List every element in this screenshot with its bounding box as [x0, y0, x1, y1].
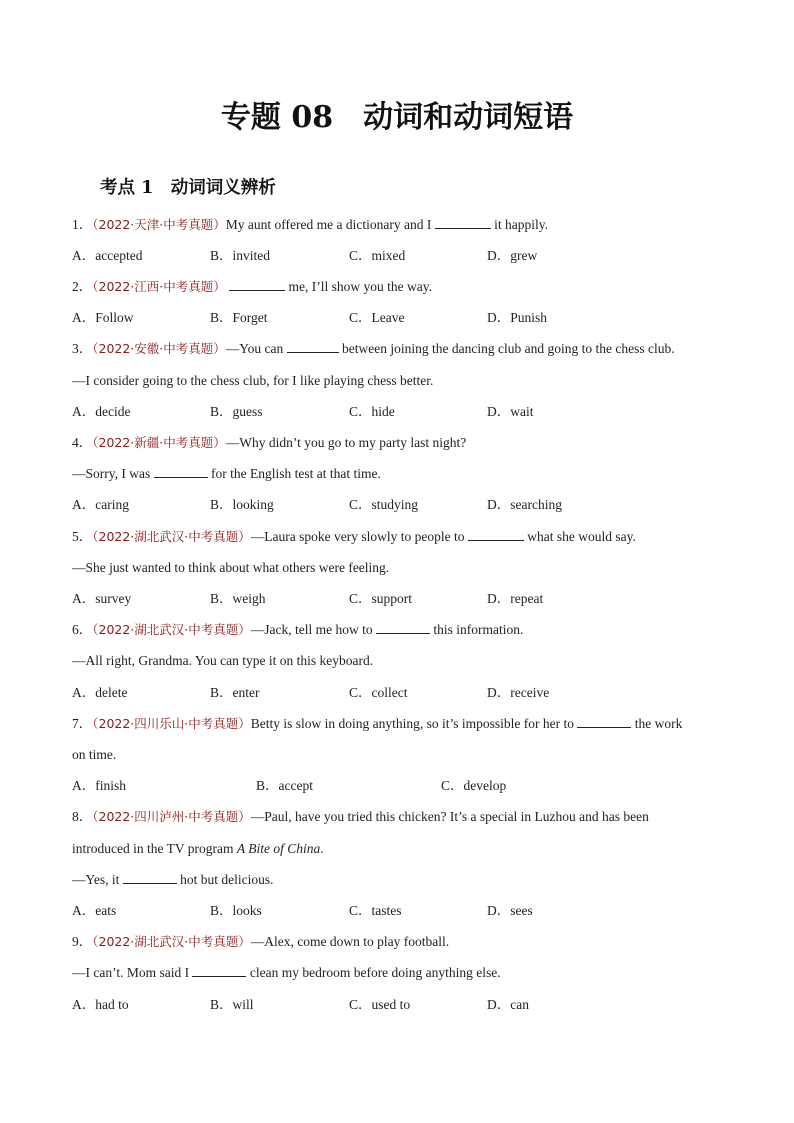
question-text: —Paul, have you tried this chicken? It’s a special in Luzhou and has been	[250, 809, 649, 824]
option-a: A．delete	[72, 685, 128, 700]
question-number: 8．	[72, 809, 93, 824]
option-b: B．invited	[210, 248, 270, 263]
answer-blank	[154, 465, 208, 478]
option-c: C．studying	[349, 497, 419, 512]
question-source: （2022·湖北武汉·中考真题）	[92, 934, 251, 949]
question-6	[72, 621, 523, 639]
question-number: 2．	[72, 279, 93, 294]
option-a: A．survey	[72, 591, 132, 606]
option-d: D．Punish	[487, 310, 548, 325]
question-1	[72, 216, 548, 234]
question-text: introduced in the TV program	[72, 841, 234, 856]
option-c: C．support	[349, 591, 413, 606]
question-text: —Laura spoke very slowly to people to	[250, 529, 465, 544]
question-8-line-3	[72, 871, 274, 889]
question-text: —Jack, tell me how to	[250, 622, 373, 637]
question-7-line-2: on time.	[72, 747, 117, 762]
question-number: 5．	[72, 529, 93, 544]
question-text: for the English test at that time.	[211, 466, 381, 481]
question-8-line-2	[72, 840, 324, 858]
question-source: （2022·四川泸州·中考真题）	[92, 809, 251, 824]
question-text: Betty is slow in doing anything, so it’s impossible for her to	[250, 716, 575, 731]
option-c: C．hide	[349, 404, 395, 419]
question-9	[72, 933, 449, 951]
question-text: me, I’ll show you the way.	[288, 279, 432, 294]
question-text: —I can’t. Mom said I	[72, 965, 190, 980]
option-a: A．had to	[72, 997, 129, 1012]
option-b: B．enter	[210, 685, 260, 700]
question-5-line-2: —She just wanted to think about what others were feeling.	[72, 560, 390, 575]
question-source: （2022·新疆·中考真题）	[92, 435, 226, 450]
program-title: A Bite of China	[236, 841, 321, 856]
question-text: My aunt offered me a dictionary and I	[225, 217, 432, 232]
question-text: —Why didn’t you go to my party last night?	[225, 435, 467, 450]
question-text: between joining the dancing club and going to the chess club.	[342, 341, 675, 356]
option-d: D．grew	[487, 248, 538, 263]
option-b: B．looks	[210, 903, 262, 918]
answer-blank	[376, 621, 430, 634]
question-number: 6．	[72, 622, 93, 637]
option-d: D．searching	[487, 497, 562, 512]
option-d: D．repeat	[487, 591, 544, 606]
answer-blank	[229, 278, 285, 291]
question-3	[72, 340, 675, 358]
question-4	[72, 434, 466, 452]
option-b: B．guess	[210, 404, 263, 419]
option-d: D．sees	[487, 903, 533, 918]
question-text: —Sorry, I was	[72, 466, 151, 481]
option-c: C．collect	[349, 685, 408, 700]
option-c: C．develop	[441, 778, 507, 793]
question-2	[72, 278, 432, 296]
option-d: D．can	[487, 997, 529, 1012]
option-b: B．weigh	[210, 591, 266, 606]
answer-blank	[577, 715, 631, 728]
question-number: 9．	[72, 934, 93, 949]
option-b: B．will	[210, 997, 254, 1012]
question-4-line-2	[72, 465, 381, 483]
question-text: .	[320, 841, 324, 856]
question-9-line-2	[72, 964, 501, 982]
option-c: C．Leave	[349, 310, 405, 325]
option-d: D．wait	[487, 404, 534, 419]
question-number: 3．	[72, 341, 93, 356]
question-6-line-2: —All right, Grandma. You can type it on this keyboard.	[72, 653, 374, 668]
option-a: A．accepted	[72, 248, 143, 263]
question-number: 1．	[72, 217, 93, 232]
question-3-line-2: —I consider going to the chess club, for I like playing chess better.	[72, 373, 434, 388]
option-b: B．accept	[256, 778, 313, 793]
question-number: 4．	[72, 435, 93, 450]
question-text: the work	[634, 716, 683, 731]
option-d: D．receive	[487, 685, 550, 700]
question-source: （2022·天津·中考真题）	[92, 217, 226, 232]
question-5	[72, 528, 636, 546]
option-a: A．decide	[72, 404, 131, 419]
question-source: （2022·安徽·中考真题）	[92, 341, 226, 356]
option-c: C．used to	[349, 997, 411, 1012]
question-7	[72, 715, 682, 733]
answer-blank	[435, 216, 491, 229]
answer-blank	[192, 964, 246, 977]
answer-blank	[123, 871, 177, 884]
question-text: what she would say.	[527, 529, 636, 544]
option-c: C．tastes	[349, 903, 402, 918]
answer-blank	[287, 340, 339, 353]
question-source: （2022·湖北武汉·中考真题）	[92, 622, 251, 637]
section-heading: 考点 1 动词词义辨析	[100, 178, 276, 198]
option-a: A．finish	[72, 778, 126, 793]
option-b: B．Forget	[210, 310, 268, 325]
question-text: —You can	[225, 341, 284, 356]
question-8	[72, 808, 649, 826]
option-a: A．Follow	[72, 310, 134, 325]
option-c: C．mixed	[349, 248, 406, 263]
question-source: （2022·江西·中考真题）	[92, 279, 226, 294]
question-text: it happily.	[494, 217, 548, 232]
option-a: A．caring	[72, 497, 129, 512]
question-text: clean my bedroom before doing anything else.	[249, 965, 501, 980]
question-source: （2022·湖北武汉·中考真题）	[92, 529, 251, 544]
option-b: B．looking	[210, 497, 274, 512]
question-source: （2022·四川乐山·中考真题）	[92, 716, 251, 731]
page-title: 专题 08 动词和动词短语	[220, 100, 574, 135]
option-a: A．eats	[72, 903, 117, 918]
question-text: this information.	[433, 622, 524, 637]
question-text: hot but delicious.	[180, 872, 274, 887]
question-text: —Alex, come down to play football.	[250, 934, 450, 949]
question-text: —Yes, it	[72, 872, 120, 887]
answer-blank	[468, 528, 524, 541]
question-number: 7．	[72, 716, 93, 731]
